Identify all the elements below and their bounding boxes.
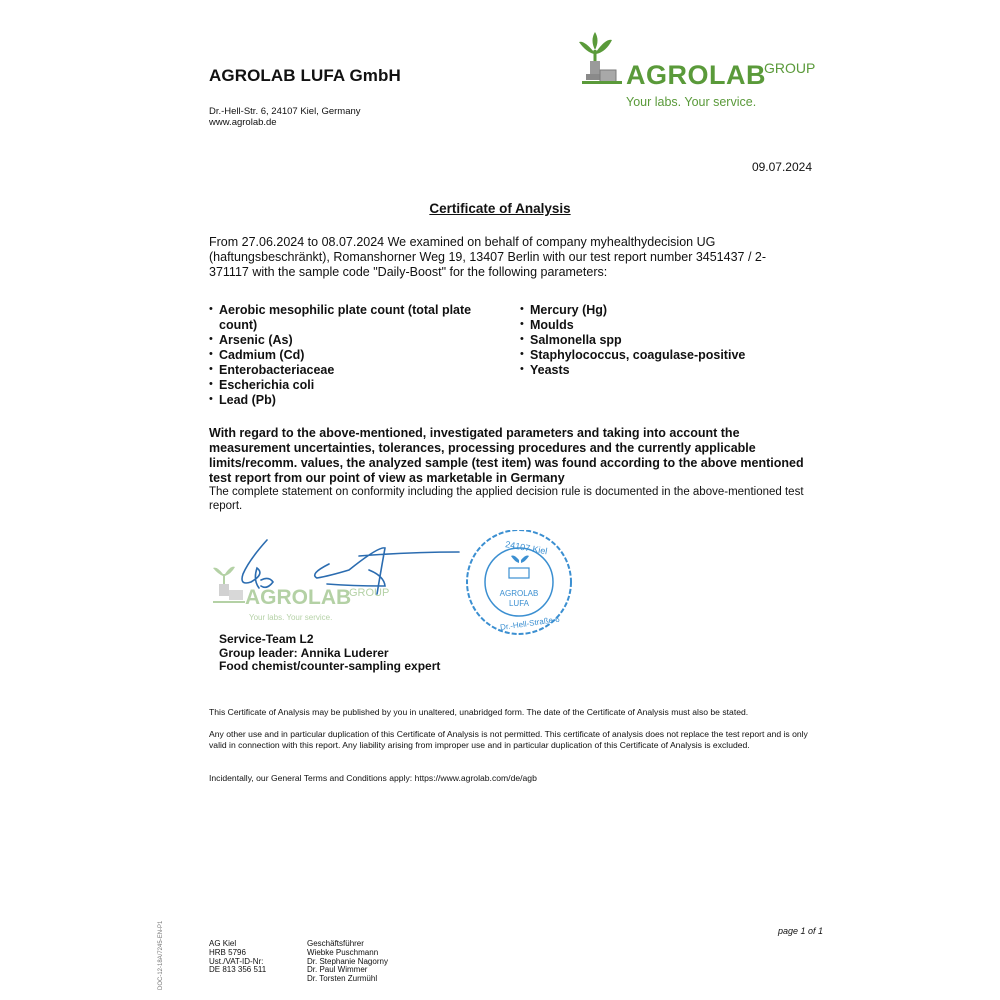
conformity-statement: The complete statement on conformity including the applied decision rule is documented in the above-mentioned test report. bbox=[209, 486, 804, 512]
document-title-text: Certificate of Analysis bbox=[429, 201, 571, 216]
parameter-item: • Aerobic mesophilic plate count (total plate count) bbox=[209, 303, 499, 333]
registration-line: DE 813 356 511 bbox=[209, 965, 267, 975]
publication-note: This Certificate of Analysis may be published by you in unaltered, unabridged form. The date of the Certificate of Analysis must also be stated. bbox=[209, 707, 749, 717]
watermark-group: GROUP bbox=[349, 587, 390, 599]
parameter-item: • Escherichia coli bbox=[209, 378, 499, 393]
document-code: DOC-12-18A/7245-EN-P1 bbox=[158, 920, 164, 990]
signer-role: Food chemist/counter-sampling expert bbox=[219, 659, 441, 673]
management-info bbox=[307, 940, 388, 984]
intro-paragraph: From 27.06.2024 to 08.07.2024 We examined on behalf of company myhealthydecision UG (haftungsbeschränkt), Romanshorner Weg 19, 13407 Berlin with our test report number 3451437 / 2-371117 with the sample code "Daily-Boost" for the following parameters: bbox=[209, 235, 767, 279]
usage-note: Any other use and in particular duplication of this Certificate of Analysis is not permitted. This certificate of analysis does not replace the test report and is only valid in connection with this report. Any liability arising from improper use and in particular duplication of this Certificate of Analysis is excluded. bbox=[209, 729, 808, 750]
watermark-word: AGROLAB bbox=[245, 586, 352, 609]
management-line: Dr. Paul Wimmer bbox=[307, 965, 368, 975]
parameter-item: • Arsenic (As) bbox=[209, 333, 499, 348]
company-name: AGROLAB LUFA GmbH bbox=[209, 66, 401, 85]
parameter-column-right bbox=[520, 303, 810, 378]
signer-name: Group leader: Annika Luderer bbox=[219, 645, 389, 660]
signer-block bbox=[219, 633, 440, 674]
management-line: Wiebke Puschmann bbox=[307, 947, 379, 957]
document-title bbox=[0, 201, 1000, 216]
watermark-tagline: Your labs. Your service. bbox=[249, 613, 333, 622]
signer-team: Service-Team L2 bbox=[219, 632, 314, 646]
stamp-center-line1: AGROLAB bbox=[499, 589, 539, 598]
management-line: Dr. Torsten Zurmühl bbox=[307, 974, 378, 984]
management-line: Dr. Stephanie Nagorny bbox=[307, 956, 388, 966]
stamp-top-text: 24107 Kiel bbox=[504, 539, 549, 557]
company-website: www.agrolab.de bbox=[209, 117, 277, 128]
certificate-date: 09.07.2024 bbox=[751, 160, 812, 174]
stamp-center-line2: LUFA bbox=[508, 599, 530, 608]
stamp-bottom-text: Dr.-Hell-Straße 6 bbox=[499, 614, 561, 633]
plant-flask-icon bbox=[579, 32, 622, 84]
terms-note: Incidentally, our General Terms and Conditions apply: https://www.agrolab.com/de/agb bbox=[209, 773, 537, 783]
logo-group-text: GROUP bbox=[764, 60, 816, 76]
registration-line: AG Kiel bbox=[209, 939, 237, 948]
page-number: page 1 of 1 bbox=[777, 926, 823, 936]
parameter-item: • Lead (Pb) bbox=[209, 393, 499, 408]
logo-wordmark: AGROLAB bbox=[626, 60, 766, 90]
address-street: Dr.-Hell-Str. 6, 24107 Kiel, Germany bbox=[209, 106, 361, 117]
registration-line: Ust./VAT-ID-Nr: bbox=[209, 956, 264, 966]
conclusion-paragraph: With regard to the above-mentioned, investigated parameters and taking into account the measurement uncertainties, tolerances, processing procedures and the currently applicable limits/recomm. values, the analyzed sample (test item) was found according to the above mentioned test report from our point of view as marketable in Germany bbox=[209, 426, 804, 485]
parameter-item: • Enterobacteriaceae bbox=[209, 363, 499, 378]
parameter-item: • Mercury (Hg) bbox=[520, 303, 810, 318]
parameter-item: • Moulds bbox=[520, 318, 810, 333]
registration-line: HRB 5796 bbox=[209, 947, 246, 957]
signature-stamp-area bbox=[209, 530, 579, 640]
parameter-item: • Staphylococcus, coagulase-positive bbox=[520, 348, 810, 363]
official-stamp bbox=[467, 530, 571, 634]
parameter-column-left bbox=[209, 303, 499, 408]
management-line: Geschäftsführer bbox=[307, 939, 364, 948]
watermark-logo bbox=[213, 567, 389, 622]
logo-tagline: Your labs. Your service. bbox=[626, 95, 757, 109]
registration-info bbox=[209, 940, 266, 975]
parameter-item: • Cadmium (Cd) bbox=[209, 348, 499, 363]
parameter-item: • Salmonella spp bbox=[520, 333, 810, 348]
parameter-item: • Yeasts bbox=[520, 363, 810, 378]
company-address bbox=[209, 106, 361, 128]
